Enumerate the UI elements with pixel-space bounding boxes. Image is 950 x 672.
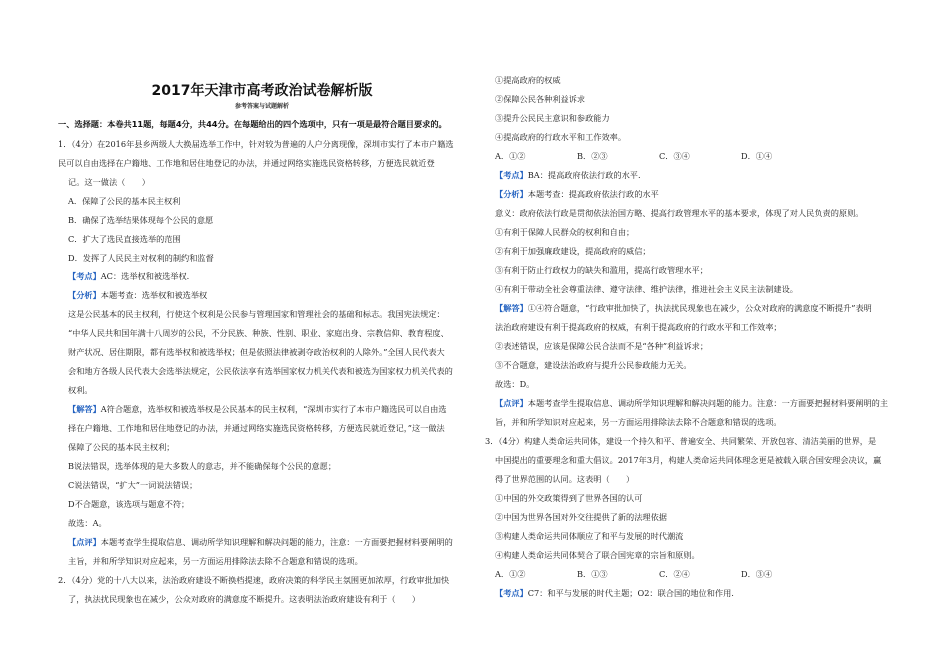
q2-choice-b: B．②③ <box>577 151 608 161</box>
q1-fenxi-line: 这是公民基本的民主权利，行使这个权利是公民参与管理国家和管理社会的基础和标志。我国宪法规定： <box>68 309 445 319</box>
q1-option-d: D．发挥了人民民主对权利的制约和监督 <box>68 253 214 263</box>
q1-jieda-line: C说法错误，“扩大”一词说法错误； <box>68 480 198 490</box>
q2-jieda-line: 故选：D。 <box>495 379 535 389</box>
q2-jieda <box>495 303 872 314</box>
q2-fenxi <box>495 189 659 200</box>
kaodian-tag: 【考点】 <box>495 170 528 180</box>
q1-jieda-line: B说法错误，选举体现的是大多数人的意志，并不能确保每个公民的意愿； <box>68 461 337 471</box>
q3-choice-c: C．②④ <box>659 569 690 579</box>
q3-choice-b: B．①③ <box>577 569 608 579</box>
q2-item-3: ③提升公民民主意识和参政能力 <box>495 113 610 123</box>
q3-stem-line: 3．（4分）构建人类命运共同体，建设一个持久和平、普遍安全、共同繁荣、开放包容、清洁美丽的世界，是 <box>485 436 877 446</box>
q1-dianping <box>68 537 453 548</box>
q1-fenxi <box>68 290 207 301</box>
q1-fenxi-text: 本题考查：选举权和被选举权 <box>100 290 208 300</box>
q3-kaodian <box>495 588 734 599</box>
q2-dianping-text: 本题考查学生提取信息、调动所学知识理解和解决问题的能力。注意：一方面要把握材料要阐明的主 <box>527 398 889 408</box>
jieda-tag: 【解答】 <box>495 303 528 313</box>
q2-kaodian-text: BA：提高政府依法行政的水平. <box>527 170 641 180</box>
q2-item-4: ④提高政府的行政水平和工作效率。 <box>495 132 627 142</box>
dianping-tag: 【点评】 <box>495 398 528 408</box>
fenxi-tag: 【分析】 <box>68 290 101 300</box>
q2-fenxi-line: ②有利于加强廉政建设，提高政府的威信； <box>495 246 651 256</box>
q2-jieda-line: ②表述错误，应该是保障公民合法而不是“各种”利益诉求； <box>495 341 709 351</box>
q1-stem-line: 1．（4分）在2016年县乡两级人大换届选举工作中，针对较为普遍的人户分离现像，深圳市实行了本市户籍选 <box>58 139 454 149</box>
q1-fenxi-line: 财产状况、居住期限，都有选举权和被选举权；但是依照法律被剥夺政治权利的人除外。”全国人民代表大 <box>68 347 445 357</box>
q3-item-3: ③构建人类命运共同体顺应了和平与发展的时代潮流 <box>495 531 684 541</box>
q2-jieda-text: ①④符合题意，“行政审批加快了，执法扰民现象也在减少，公众对政府的满意度不断提升”表明 <box>527 303 872 313</box>
q1-stem-line: 记。这一做法（ ） <box>68 177 150 187</box>
q2-fenxi-line: ①有利于保障人民群众的权利和自由； <box>495 227 635 237</box>
q2-fenxi-line: 意义：政府依法行政是贯彻依法治国方略、提高行政管理水平的基本要求，体现了对人民负责的原则。 <box>495 208 864 218</box>
q1-stem-line: 民可以自由选择在户籍地、工作地和居住地登记的办法，并通过网络实施选民资格转移，方便选民就近登 <box>58 158 435 168</box>
q2-jieda-line: 法治政府建设有利于提高政府的权威，有利于提高政府的行政水平和工作效率； <box>495 322 782 332</box>
q1-jieda <box>68 404 447 415</box>
q1-option-c: C．扩大了选民直接选举的范围 <box>68 234 181 244</box>
q2-stem-line: 2．（4分）党的十八大以来，法治政府建设不断换档提速，政府决策的科学民主氛围更加浓厚，行政审批加快 <box>58 575 450 585</box>
q2-item-2: ②保障公民各种利益诉求 <box>495 94 586 104</box>
section-heading: 一、选择题：本卷共11题，每题4分，共44分。在每题给出的四个选项中，只有一项是最符合题目要求的。 <box>58 119 447 129</box>
q3-choice-a: A．①② <box>495 569 526 579</box>
q3-item-4: ④构建人类命运共同体契合了联合国宪章的宗旨和原则。 <box>495 550 700 560</box>
q3-kaodian-text: C7：和平与发展的时代主题；O2：联合国的地位和作用. <box>527 588 734 598</box>
q1-dianping-line: 主旨，并和所学知识对应起来，另一方面运用排除法去除不合题意和错误的选项。 <box>68 556 363 566</box>
dianping-tag: 【点评】 <box>68 537 101 547</box>
q1-jieda-text: A符合题意，选举权和被选举权是公民基本的民主权利，“深圳市实行了本市户籍选民可以自由选 <box>100 404 447 414</box>
document-subtitle: 参考答案与试题解析 <box>234 103 289 110</box>
fenxi-tag: 【分析】 <box>495 189 528 199</box>
q1-option-a: A．保障了公民的基本民主权利 <box>68 196 181 206</box>
q1-dianping-text: 本题考查学生提取信息、调动所学知识理解和解决问题的能力，注意：一方面要把握材料要阐明的 <box>100 537 453 547</box>
q1-fenxi-line: “中华人民共和国年满十八周岁的公民，不分民族、种族、性别、职业、家庭出身、宗教信仰、教育程度、 <box>68 328 449 338</box>
q3-choice-d: D．③④ <box>741 569 773 579</box>
q2-choices <box>495 151 823 162</box>
q1-jieda-line: 择在户籍地、工作地和居住地登记的办法，并通过网络实施选民资格转移，方便选民就近登记，”这一做法 <box>68 423 445 433</box>
kaodian-tag: 【考点】 <box>68 271 101 281</box>
q2-item-1: ①提高政府的权威 <box>495 75 561 85</box>
q3-choices <box>495 569 823 580</box>
q1-kaodian <box>68 271 189 282</box>
q2-jieda-line: ③不合题意，建设法治政府与提升公民参政能力无关。 <box>495 360 692 370</box>
q2-dianping <box>495 398 888 409</box>
q2-fenxi-text: 本题考查：提高政府依法行政的水平 <box>527 189 659 199</box>
q3-stem-line: 中国提出的重要理念和重大倡议。2017年3月，构建人类命运共同体理念更是被载入联合国安理会决议，赢 <box>495 455 882 465</box>
q2-kaodian <box>495 170 641 181</box>
q1-fenxi-line: 会和地方各级人民代表大会选举法规定，公民依法享有选举国家权力机关代表和被选为国家权力机关代表的 <box>68 366 453 376</box>
jieda-tag: 【解答】 <box>68 404 101 414</box>
q2-choice-c: C．③④ <box>659 151 690 161</box>
kaodian-tag: 【考点】 <box>495 588 528 598</box>
q2-fenxi-line: ④有利于带动全社会尊重法律、遵守法律、维护法律，推进社会主义民主法制建设。 <box>495 284 798 294</box>
q2-choice-d: D．①④ <box>741 151 773 161</box>
q1-fenxi-line: 权利。 <box>68 385 93 395</box>
q3-stem-line: 得了世界范围的认同。这表明（ ） <box>495 474 635 484</box>
q2-dianping-line: 旨，并和所学知识对应起来，另一方面运用排除法去除不合题意和错误的选项。 <box>495 417 782 427</box>
q1-jieda-line: 故选：A。 <box>68 518 107 528</box>
document-title: 2017年天津市高考政治试卷解析版 <box>151 83 373 99</box>
q3-item-2: ②中国为世界各国对外交往提供了新的法理依据 <box>495 512 667 522</box>
q1-option-b: B．确保了选举结果体现每个公民的意愿 <box>68 215 214 225</box>
q1-jieda-line: D不合题意，该选项与题意不符； <box>68 499 190 509</box>
q1-kaodian-text: AC：选举权和被选举权. <box>100 271 190 281</box>
q2-choice-a: A．①② <box>495 151 526 161</box>
q2-fenxi-line: ③有利于防止行政权力的缺失和滥用，提高行政管理水平； <box>495 265 708 275</box>
q2-stem-line: 了，执法扰民现象也在减少，公众对政府的满意度不断提升。这表明法治政府建设有利于（ ） <box>68 594 421 604</box>
q1-jieda-line: 保障了公民的基本民主权利； <box>68 442 175 452</box>
q3-item-1: ①中国的外交政策得到了世界各国的认可 <box>495 493 643 503</box>
